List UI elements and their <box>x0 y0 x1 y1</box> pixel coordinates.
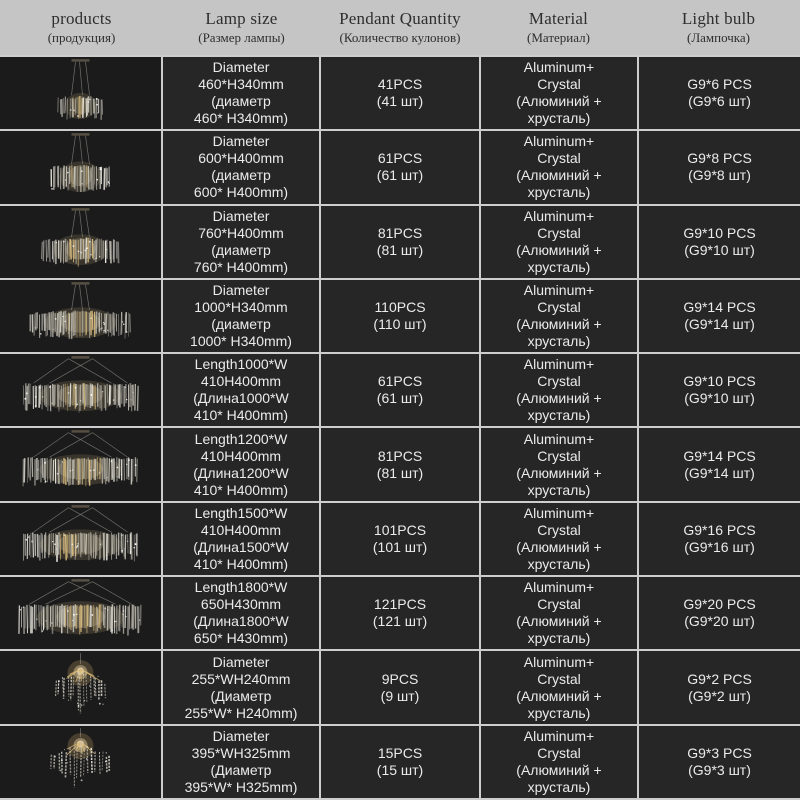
light-bulb-cell <box>639 503 800 575</box>
product-photo-cell <box>0 354 161 426</box>
pendant-quantity-cell <box>321 206 479 278</box>
cell-line: G9*3 PCS <box>687 744 752 761</box>
cell-line: 255*W* H240mm) <box>184 704 298 721</box>
cell-line: 81PCS <box>377 224 423 241</box>
material-cell <box>481 651 637 723</box>
cell-line: (G9*14 шт) <box>684 464 755 481</box>
lamp-size-cell <box>163 131 319 203</box>
cell-line: (Алюминий + <box>516 613 602 630</box>
round-crystal-chandelier-photo <box>0 131 161 203</box>
cascade-crystal-chandelier-photo <box>0 651 161 723</box>
cell-line: (G9*14 шт) <box>684 316 755 333</box>
cell-line: хрусталь) <box>527 258 591 275</box>
cell-line: 395*W* H325mm) <box>184 778 298 795</box>
cell-line: (диаметр <box>211 241 271 258</box>
column-header-pendant-quantity <box>320 0 480 55</box>
cell-line: 460*H340mm <box>198 76 284 93</box>
cell-line: (Алюминий + <box>516 93 602 110</box>
cell-line: 1000*H340mm <box>194 299 288 316</box>
cell-line: (G9*10 шт) <box>684 241 755 258</box>
cell-line: (Длина1000*W <box>193 390 289 407</box>
cell-line: хрусталь) <box>527 630 591 647</box>
round-crystal-chandelier-photo <box>0 57 161 129</box>
product-photo-cell <box>0 726 161 798</box>
cell-line: Aluminum+ <box>523 653 595 670</box>
cell-line: 410H400mm <box>200 447 282 464</box>
cell-line: (Алюминий + <box>516 464 602 481</box>
cell-line: Crystal <box>537 521 581 538</box>
cell-line: Aluminum+ <box>523 133 595 150</box>
cell-line: 15PCS <box>377 744 423 761</box>
cell-line: хрусталь) <box>527 778 591 795</box>
cell-line: Aluminum+ <box>523 727 595 744</box>
cell-line: Aluminum+ <box>523 356 595 373</box>
cell-line: 81PCS <box>377 447 423 464</box>
cell-line: Aluminum+ <box>523 504 595 521</box>
cell-line: G9*20 PCS <box>683 596 756 613</box>
cell-line: (диаметр <box>211 316 271 333</box>
cell-line: (61 шт) <box>376 390 424 407</box>
cell-line: (41 шт) <box>376 93 424 110</box>
lamp-size-cell <box>163 57 319 129</box>
cell-line: Length1200*W <box>194 430 288 447</box>
cell-line: 61PCS <box>377 373 423 390</box>
cell-line: 410H400mm <box>200 373 282 390</box>
cell-line: G9*10 PCS <box>683 224 756 241</box>
cell-line: (121 шт) <box>372 613 428 630</box>
header-label-ru: (Размер лампы) <box>198 30 285 45</box>
cell-line: (диаметр <box>211 93 271 110</box>
lamp-size-cell <box>163 651 319 723</box>
cell-line: хрусталь) <box>527 704 591 721</box>
cell-line: G9*14 PCS <box>683 447 756 464</box>
cell-line: 9PCS <box>381 670 419 687</box>
cell-line: (Алюминий + <box>516 687 602 704</box>
light-bulb-cell <box>639 354 800 426</box>
header-label-en: Pendant Quantity <box>339 9 461 28</box>
cell-line: 650H430mm <box>200 596 282 613</box>
linear-crystal-chandelier-photo <box>0 577 161 649</box>
header-label-ru: (продукция) <box>47 30 116 45</box>
cell-line: (Алюминий + <box>516 761 602 778</box>
cell-line: (15 шт) <box>376 761 424 778</box>
product-photo-cell <box>0 280 161 352</box>
cell-line: 760* H400mm) <box>193 258 289 275</box>
cell-line: (81 шт) <box>376 241 424 258</box>
pendant-quantity-cell <box>321 503 479 575</box>
cell-line: Diameter <box>212 133 270 150</box>
lamp-size-cell <box>163 428 319 500</box>
pendant-quantity-cell <box>321 280 479 352</box>
column-header-light-bulb <box>637 0 800 55</box>
table-body <box>0 55 800 800</box>
cell-line: (9 шт) <box>380 687 420 704</box>
cell-line: 121PCS <box>373 596 427 613</box>
material-cell <box>481 280 637 352</box>
cell-line: Aluminum+ <box>523 282 595 299</box>
cell-line: 760*H400mm <box>198 224 284 241</box>
cell-line: 600*H400mm <box>198 150 284 167</box>
cell-line: хрусталь) <box>527 481 591 498</box>
material-cell <box>481 206 637 278</box>
product-photo-cell <box>0 131 161 203</box>
cell-line: Diameter <box>212 727 270 744</box>
cell-line: Diameter <box>212 653 270 670</box>
cell-line: Aluminum+ <box>523 207 595 224</box>
cell-line: (61 шт) <box>376 167 424 184</box>
product-photo-cell <box>0 577 161 649</box>
cell-line: Diameter <box>212 207 270 224</box>
light-bulb-cell <box>639 280 800 352</box>
cell-line: (G9*3 шт) <box>688 761 751 778</box>
pendant-quantity-cell <box>321 428 479 500</box>
header-label-ru: (Количество кулонов) <box>339 30 461 45</box>
column-header-products <box>0 0 163 55</box>
lamp-size-cell <box>163 206 319 278</box>
cell-line: (G9*10 шт) <box>684 390 755 407</box>
cell-line: 600* H400mm) <box>193 184 289 201</box>
column-header-material <box>480 0 637 55</box>
cell-line: 1000* H340mm) <box>190 333 292 350</box>
cascade-crystal-chandelier-photo <box>0 726 161 798</box>
cell-line: 110PCS <box>374 299 426 316</box>
cell-line: 410H400mm <box>200 521 282 538</box>
cell-line: 61PCS <box>377 150 423 167</box>
cell-line: G9*14 PCS <box>683 299 756 316</box>
cell-line: Crystal <box>537 299 581 316</box>
cell-line: G9*16 PCS <box>683 521 756 538</box>
pendant-quantity-cell <box>321 651 479 723</box>
cell-line: (Диаметр <box>210 761 272 778</box>
cell-line: (Алюминий + <box>516 538 602 555</box>
material-cell <box>481 131 637 203</box>
cell-line: G9*8 PCS <box>687 150 752 167</box>
material-cell <box>481 428 637 500</box>
cell-line: (Длина1800*W <box>193 613 289 630</box>
cell-line: (G9*20 шт) <box>684 613 755 630</box>
material-cell <box>481 354 637 426</box>
cell-line: (Алюминий + <box>516 316 602 333</box>
cell-line: (Алюминий + <box>516 390 602 407</box>
lamp-size-cell <box>163 577 319 649</box>
linear-crystal-chandelier-photo <box>0 503 161 575</box>
material-cell <box>481 726 637 798</box>
lamp-size-cell <box>163 280 319 352</box>
light-bulb-cell <box>639 726 800 798</box>
cell-line: (G9*8 шт) <box>688 167 751 184</box>
cell-line: (G9*16 шт) <box>684 538 755 555</box>
header-label-en: Material <box>528 9 589 28</box>
cell-line: 41PCS <box>377 76 423 93</box>
cell-line: 410* H400mm) <box>193 407 289 424</box>
cell-line: (101 шт) <box>372 538 428 555</box>
header-label-en: Light bulb <box>681 9 756 28</box>
cell-line: (110 шт) <box>373 316 427 333</box>
cell-line: Length1500*W <box>194 504 288 521</box>
cell-line: Diameter <box>212 59 270 76</box>
cell-line: 101PCS <box>373 521 427 538</box>
cell-line: хрусталь) <box>527 555 591 572</box>
linear-crystal-chandelier-photo <box>0 354 161 426</box>
cell-line: Crystal <box>537 744 581 761</box>
header-label-ru: (Лампочка) <box>686 30 751 45</box>
product-photo-cell <box>0 206 161 278</box>
cell-line: 650* H430mm) <box>193 630 289 647</box>
light-bulb-cell <box>639 57 800 129</box>
cell-line: G9*10 PCS <box>683 373 756 390</box>
lamp-size-cell <box>163 726 319 798</box>
cell-line: G9*2 PCS <box>687 670 752 687</box>
cell-line: Crystal <box>537 76 581 93</box>
lamp-size-cell <box>163 503 319 575</box>
column-header-lamp-size <box>163 0 320 55</box>
cell-line: (81 шт) <box>376 464 424 481</box>
cell-line: G9*6 PCS <box>687 76 752 93</box>
cell-line: Crystal <box>537 373 581 390</box>
cell-line: Aluminum+ <box>523 579 595 596</box>
cell-line: (диаметр <box>211 167 271 184</box>
cell-line: Length1800*W <box>194 579 288 596</box>
light-bulb-cell <box>639 428 800 500</box>
product-photo-cell <box>0 503 161 575</box>
cell-line: хрусталь) <box>527 184 591 201</box>
cell-line: 410* H400mm) <box>193 555 289 572</box>
round-crystal-chandelier-photo <box>0 206 161 278</box>
cell-line: Diameter <box>212 282 270 299</box>
cell-line: (Диаметр <box>210 687 272 704</box>
product-photo-cell <box>0 428 161 500</box>
light-bulb-cell <box>639 651 800 723</box>
light-bulb-cell <box>639 131 800 203</box>
cell-line: (Длина1200*W <box>193 464 289 481</box>
linear-crystal-chandelier-photo <box>0 428 161 500</box>
cell-line: хрусталь) <box>527 407 591 424</box>
cell-line: (Длина1500*W <box>193 538 289 555</box>
pendant-quantity-cell <box>321 131 479 203</box>
cell-line: Crystal <box>537 596 581 613</box>
cell-line: (Алюминий + <box>516 167 602 184</box>
header-label-ru: (Материал) <box>527 30 590 45</box>
cell-line: Crystal <box>537 224 581 241</box>
product-photo-cell <box>0 651 161 723</box>
cell-line: (G9*6 шт) <box>688 93 751 110</box>
pendant-quantity-cell <box>321 726 479 798</box>
pendant-quantity-cell <box>321 577 479 649</box>
pendant-quantity-cell <box>321 57 479 129</box>
cell-line: (G9*2 шт) <box>688 687 751 704</box>
cell-line: Length1000*W <box>194 356 288 373</box>
cell-line: 460* H340mm) <box>193 110 289 127</box>
cell-line: хрусталь) <box>527 333 591 350</box>
header-label-en: products <box>51 9 112 28</box>
cell-line: Crystal <box>537 670 581 687</box>
material-cell <box>481 503 637 575</box>
round-crystal-chandelier-photo <box>0 280 161 352</box>
cell-line: Aluminum+ <box>523 430 595 447</box>
material-cell <box>481 577 637 649</box>
lamp-size-cell <box>163 354 319 426</box>
cell-line: (Алюминий + <box>516 241 602 258</box>
table-header <box>0 0 800 55</box>
cell-line: 410* H400mm) <box>193 481 289 498</box>
cell-line: Aluminum+ <box>523 59 595 76</box>
light-bulb-cell <box>639 577 800 649</box>
light-bulb-cell <box>639 206 800 278</box>
cell-line: Crystal <box>537 447 581 464</box>
cell-line: 395*WH325mm <box>191 744 291 761</box>
material-cell <box>481 57 637 129</box>
cell-line: хрусталь) <box>527 110 591 127</box>
header-label-en: Lamp size <box>205 9 278 28</box>
cell-line: 255*WH240mm <box>191 670 291 687</box>
pendant-quantity-cell <box>321 354 479 426</box>
product-photo-cell <box>0 57 161 129</box>
cell-line: Crystal <box>537 150 581 167</box>
